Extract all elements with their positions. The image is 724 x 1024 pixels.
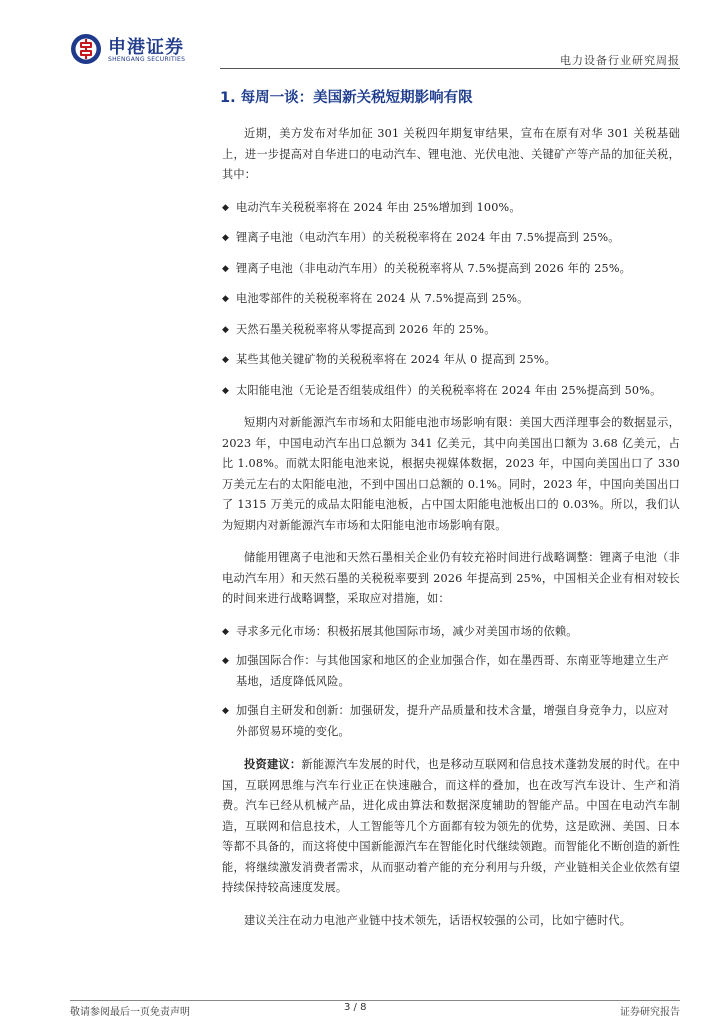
list-item: [222, 701, 680, 742]
list-item: [222, 320, 680, 341]
list-item-text: 锂离子电池（电动汽车用）的关税税率将在 2024 年由 7.5%提高到 25%。: [236, 231, 620, 244]
list-item-text: 某些其他关键矿物的关税税率将在 2024 年从 0 提高到 25%。: [236, 353, 556, 366]
list-item-text: 寻求多元化市场：积极拓展其他国际市场，减少对美国市场的依赖。: [236, 624, 578, 638]
investment-advice-label: 投资建议：: [244, 757, 302, 771]
list-item: [222, 289, 680, 310]
diamond-bullet-icon: ◆: [222, 294, 230, 304]
diamond-bullet-icon: ◆: [222, 324, 230, 335]
logo-chinese-name: 申港证券: [108, 37, 184, 58]
list-item-text: 太阳能电池（无论是否组装成组件）的关税税率将在 2024 年由 25%提高到 50%。: [236, 383, 662, 397]
list-item: [222, 651, 680, 692]
list-item: [222, 381, 680, 402]
list-item-text: 加强自主研发和创新：加强研发，提升产品质量和技术含量，增强自身竞争力，以应对外部贸易环境的变化。: [236, 704, 669, 738]
article-body: [222, 124, 680, 943]
investment-advice-text: 新能源汽车发展的时代，也是移动互联网和信息技术蓬勃发展的时代。在中国，互联网思维与汽车行业正在快速融合，而这样的叠加，也在改写汽车设计、生产和消费。汽车已经从机械产品，进化成由算法和数据深度辅助的智能产品。中国在电动汽车制造，互联网和信息技术，人工智能等几个方面都有较为领先的优势，这是欧洲、美国、日本等都不具备的，而这将使中国新能源汽车在智能化时代继续领跑。而智能化不断创造的新性能，将继续激发消费者需求，从而驱动着产能的充分利用与升级，产业链相关企业依然有望持续保持较高速度发展。: [222, 758, 680, 894]
section-title: 1. 每周一谈：美国新关税短期影响有限: [220, 90, 473, 106]
header-divider: [220, 68, 680, 69]
diamond-bullet-icon: ◆: [222, 263, 230, 274]
impact-paragraph: 短期内对新能源汽车市场和太阳能电池市场影响有限：美国大西洋理事会的数据显示，2023 年，中国电动汽车出口总额为 341 亿美元，其中向美国出口额为 3.68 亿美元，占比 1.08%。而就太阳能电池来说，根据央视媒体数据，2023 年，中国向美国出口了 330 万美元左右的太阳能电池，不到中国出口总额的 0.1%。同时，2023 年，中国向美国出口了 1315 万美元的成品太阳能电池板，占中国太阳能电池板出口的 0.03%。所以，我们认为短期内对新能源汽车市场和太阳能电池市场影响有限。: [222, 416, 680, 532]
list-item: [222, 259, 680, 280]
list-item: [222, 350, 680, 371]
list-item: [222, 622, 680, 643]
company-logo: [70, 33, 220, 73]
report-type: 电力设备行业研究周报: [560, 54, 680, 67]
list-item: [222, 198, 680, 219]
page-number: 3 / 8: [344, 1002, 367, 1013]
diamond-bullet-icon: ◆: [222, 355, 230, 365]
intro-paragraph: 近期，美方发布对华加征 301 关税四年期复审结果，宣布在原有对华 301 关税基础上，进一步提高对自华进口的电动汽车、锂电池、光伏电池、关键矿产等产品的加征关税，其中：: [222, 127, 680, 181]
list-item-text: 电动汽车关税税率将在 2024 年由 25%增加到 100%。: [236, 200, 521, 214]
diamond-bullet-icon: ◆: [222, 233, 230, 243]
list-item-text: 天然石墨关税税率将从零提高到 2026 年的 25%。: [236, 322, 496, 336]
list-item-text: 电池零部件的关税税率将在 2024 从 7.5%提高到 25%。: [236, 292, 529, 305]
disclaimer-note: 敬请参阅最后一页免责声明: [70, 1007, 190, 1018]
diamond-bullet-icon: ◆: [222, 656, 230, 666]
list-item-text: 锂离子电池（非电动汽车用）的关税税率将从 7.5%提高到 2026 年的 25%。: [236, 261, 632, 275]
logo-english-name: SHENGANG SECURITIES: [108, 56, 186, 63]
tariff-list: [222, 198, 680, 402]
diamond-bullet-icon: ◆: [222, 202, 230, 213]
report-label: 证券研究报告: [620, 1007, 680, 1018]
diamond-bullet-icon: ◆: [222, 385, 230, 396]
page-header: [0, 0, 724, 70]
list-item-text: 加强国际合作：与其他国家和地区的企业加强合作，如在墨西哥、东南亚等地建立生产基地，适度降低风险。: [236, 654, 669, 688]
shengang-logo-icon: [70, 33, 102, 65]
closing-paragraph: 建议关注在动力电池产业链中技术领先，话语权较强的公司，比如宁德时代。: [244, 913, 632, 927]
list-item: [222, 228, 680, 249]
diamond-bullet-icon: ◆: [222, 706, 230, 716]
storage-paragraph: 储能用锂离子电池和天然石墨相关企业仍有较充裕时间进行战略调整：锂离子电池（非电动汽车用）和天然石墨的关税税率要到 2026 年提高到 25%，中国相关企业有相对较长的时间来进行战略调整，采取应对措施，如：: [222, 551, 680, 605]
strategy-list: [222, 622, 680, 743]
investment-advice-paragraph: [222, 754, 680, 899]
diamond-bullet-icon: ◆: [222, 626, 230, 637]
footer-divider: [70, 1000, 680, 1001]
